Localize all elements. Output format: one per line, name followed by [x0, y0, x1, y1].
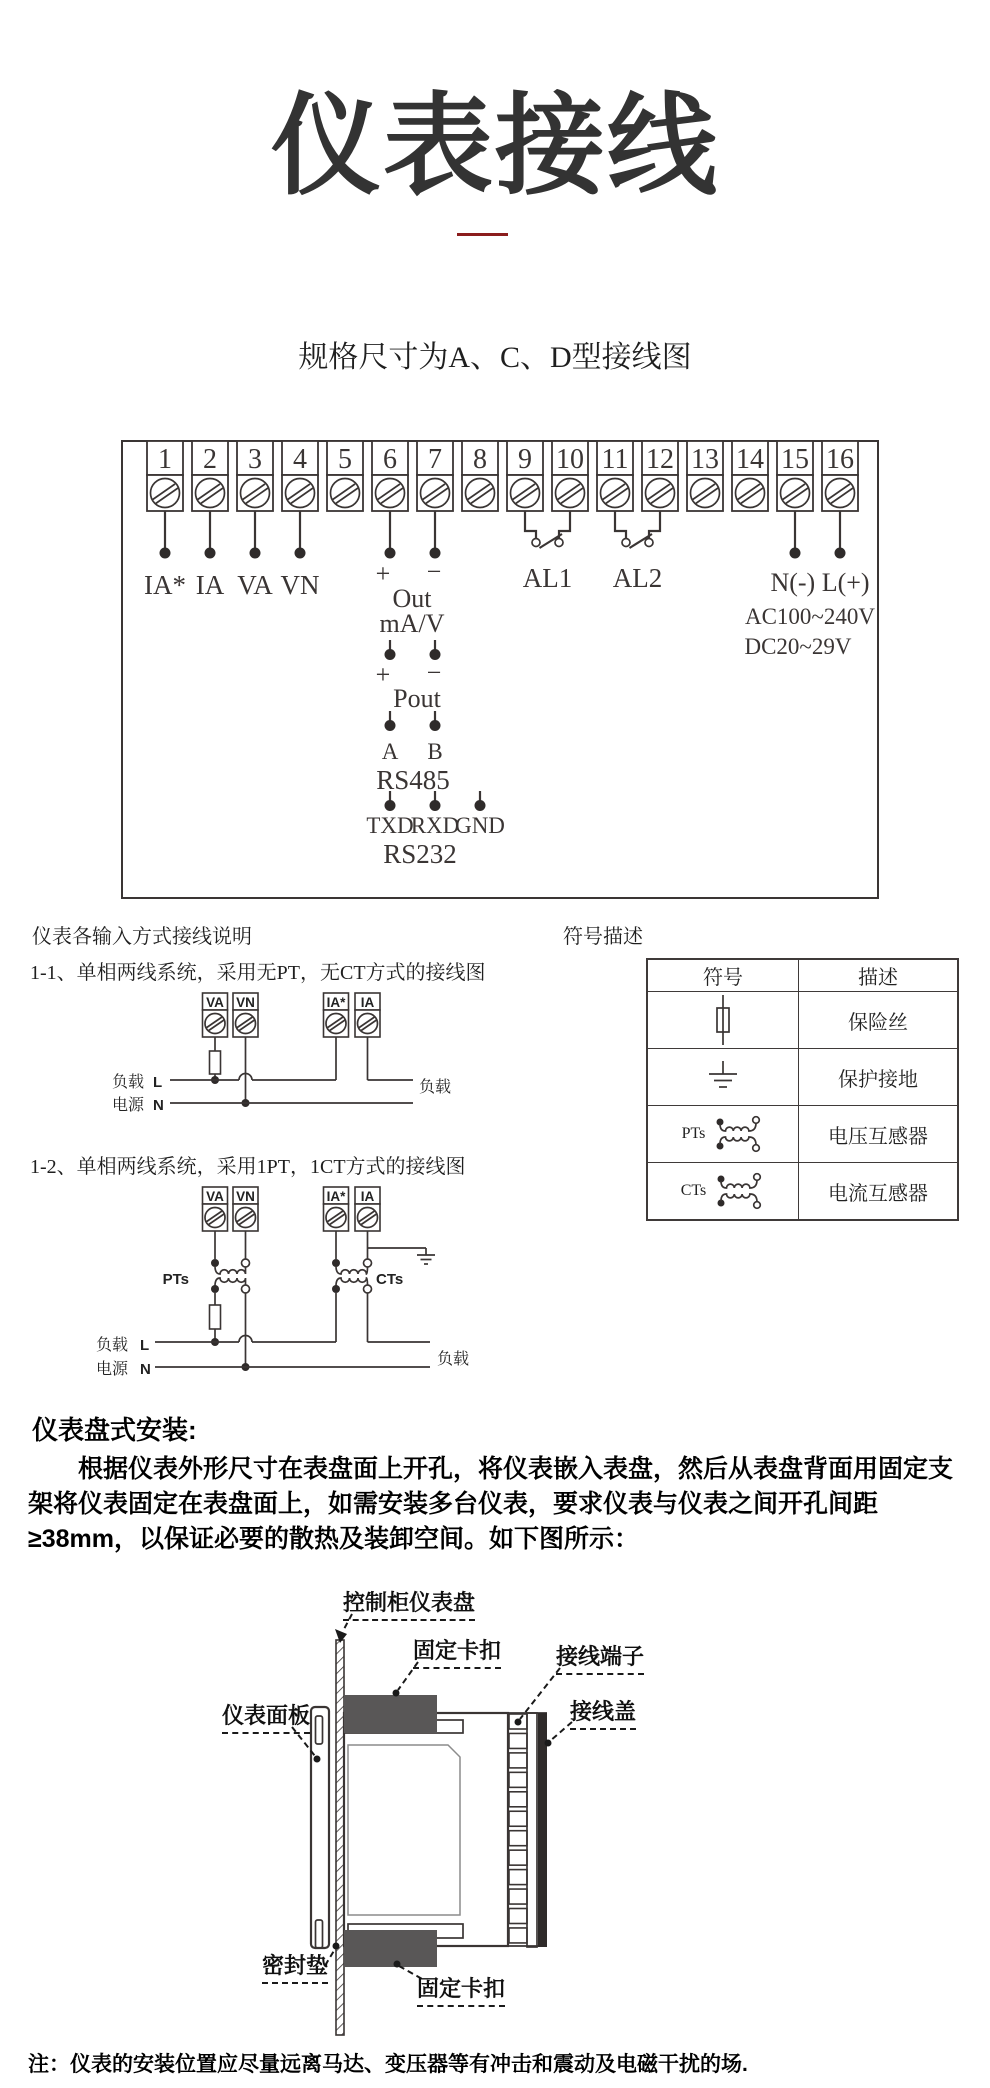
terminal-6 [372, 441, 408, 511]
install-terminal-box [509, 1792, 527, 1807]
label-ia: IA [195, 570, 225, 600]
power-ac-label: AC100~240V [744, 604, 876, 629]
pt-secondary-coil [215, 1278, 246, 1286]
meter-front-panel [311, 1707, 329, 1948]
ct-primary-coil [336, 1266, 368, 1274]
terminal-number: 8 [473, 444, 487, 475]
d11-load-left: 负载 [112, 1074, 145, 1091]
terminal-number: 9 [518, 444, 532, 475]
terminal-number: 3 [248, 444, 262, 475]
power-group [744, 511, 875, 659]
install-terminal-box [509, 1811, 527, 1826]
alarm1-relay-icon [523, 511, 573, 593]
input-wires-group [144, 511, 320, 600]
d11-terminals [203, 993, 381, 1037]
mini-terminal-label: VN [236, 1189, 255, 1204]
d11-source-left: 电源 [112, 1097, 145, 1114]
d11-load-right: 负载 [419, 1079, 452, 1096]
label-fixing-clamp-top: 固定卡扣 [413, 1634, 501, 1669]
rs232-group [366, 791, 505, 869]
rs232-name: RS232 [383, 839, 457, 869]
ct-symbol-label: CTs [680, 1182, 707, 1199]
install-terminal-box [509, 1928, 527, 1943]
terminal-number: 10 [556, 444, 584, 475]
aout-name: Out [392, 584, 432, 613]
label-vn: VN [280, 570, 320, 600]
mini-terminal-label: VA [206, 995, 224, 1010]
terminal-8 [462, 441, 498, 511]
label-cabinet-panel: 控制柜仪表盘 [343, 1586, 475, 1621]
terminal-15 [777, 441, 813, 511]
meter-inner-window [348, 1745, 460, 1915]
table-header-row [647, 959, 958, 992]
diagram-1-1-caption: 1-1、单相两线系统，采用无PT，无CT方式的接线图 [30, 962, 486, 984]
d12-line-n: N [140, 1361, 151, 1378]
label-va: VA [237, 570, 273, 600]
mini-terminal-VN [233, 1187, 258, 1231]
install-terminal-box [509, 1850, 527, 1865]
pt-primary-coil [215, 1266, 246, 1274]
symbol-table-title: 符号描述 [563, 926, 643, 948]
power-nl-label: N(-) L(+) [770, 568, 870, 597]
terminal-1 [147, 441, 183, 511]
col-header-symbol: 符号 [647, 959, 799, 992]
install-terminal-box [509, 1772, 527, 1787]
diagram-1-2-caption: 1-2、单相两线系统，采用1PT，1CT方式的接线图 [30, 1156, 466, 1178]
aout-unit: mA/V [379, 609, 445, 638]
mini-terminal-label: IA* [326, 995, 346, 1010]
pulse-out-group [376, 640, 442, 713]
terminal-9 [507, 441, 543, 511]
terminal-number: 15 [781, 444, 809, 475]
d12-load-left: 负载 [96, 1337, 129, 1354]
pt-symbol-label: PTs [681, 1125, 706, 1142]
d12-source-left: 电源 [96, 1361, 129, 1378]
install-terminal-box [509, 1753, 527, 1768]
cabinet-panel-wall [336, 1640, 344, 2035]
alarm1-label: AL1 [522, 563, 573, 593]
d12-line-l: L [140, 1337, 150, 1354]
terminal-7 [417, 441, 453, 511]
terminal-3 [237, 441, 273, 511]
install-terminal-box [509, 1889, 527, 1904]
diagram-1-1 [0, 985, 520, 1120]
install-terminal-box [509, 1909, 527, 1924]
terminal-number: 14 [736, 444, 764, 475]
rs232-txd: TXD [366, 813, 414, 838]
table-row [647, 1106, 958, 1163]
d12-ct-label: CTs [376, 1271, 404, 1288]
install-terminal-box [509, 1831, 527, 1846]
mini-terminal-IA* [324, 1187, 349, 1231]
d11-line-n: N [153, 1097, 164, 1114]
fixing-clamp-top [344, 1695, 437, 1733]
rs485-b: B [427, 739, 443, 764]
mini-terminal-IA* [324, 993, 349, 1037]
label-fixing-clamp-bottom: 固定卡扣 [417, 1972, 505, 2007]
install-terminal-box [509, 1870, 527, 1885]
alarm2-relay-icon [613, 511, 663, 593]
alarm2-label: AL2 [612, 563, 663, 593]
mini-terminal-label: VN [236, 995, 255, 1010]
terminal-13 [687, 441, 723, 511]
d11-line-l: L [153, 1074, 163, 1091]
label-ia-star: IA* [144, 570, 186, 600]
wiring-section-title: 仪表各输入方式接线说明 [32, 926, 252, 948]
bottom-note: 注：仪表的安装位置应尽量远离马达、变压器等有冲击和震动及电磁干扰的场. [28, 2053, 748, 2076]
label-terminal-cover: 接线盖 [570, 1695, 636, 1730]
terminal-number: 16 [826, 444, 854, 475]
table-row [647, 1163, 958, 1221]
terminal-11 [597, 441, 633, 511]
mini-terminal-IA [355, 1187, 380, 1231]
aout-plus: + [375, 559, 391, 588]
d12-wires [155, 1231, 435, 1371]
rs485-a: A [381, 739, 399, 764]
diagram-1-2 [0, 1180, 520, 1380]
table-row [647, 1049, 958, 1106]
rs232-rxd: RXD [410, 813, 460, 838]
terminal-number: 4 [293, 444, 307, 475]
title-accent-line [457, 233, 508, 236]
install-terminal-strip [509, 1714, 527, 1943]
symbol-desc: 电压互感器 [799, 1106, 959, 1163]
voltage-transformer-icon [712, 1114, 764, 1154]
symbol-table [646, 958, 959, 1221]
install-terminal-box [509, 1733, 527, 1748]
terminal-number: 11 [601, 444, 629, 475]
terminal-number: 12 [646, 444, 674, 475]
symbol-desc: 保护接地 [799, 1049, 959, 1106]
mini-terminal-label: IA [360, 995, 375, 1010]
page-subtitle: 规格尺寸为A、C、D型接线图 [298, 341, 692, 374]
aout-minus: − [426, 557, 442, 586]
pout-plus: + [375, 660, 391, 689]
protective-earth-icon [701, 1058, 745, 1096]
label-sealing-gasket: 密封垫 [262, 1949, 328, 1984]
terminal-5 [327, 441, 363, 511]
power-dc-label: DC20~29V [744, 634, 852, 659]
terminal-number: 13 [691, 444, 719, 475]
current-transformer-icon [713, 1171, 765, 1211]
terminal-number: 7 [428, 444, 442, 475]
install-paragraph: 根据仪表外形尺寸在表盘面上开孔，将仪表嵌入表盘，然后从表盘背面用固定支架将仪表固定在表盘面上，如需安装多台仪表，要求仪表与仪表之间开孔间距≥38mm，以保证必要的散热及装卸空间。如下图所示： [28, 1455, 954, 1553]
terminal-number: 1 [158, 444, 172, 475]
terminal-10 [552, 441, 588, 511]
label-wiring-terminals: 接线端子 [556, 1640, 644, 1675]
ct-secondary-coil [336, 1278, 368, 1286]
mini-terminal-VN [233, 993, 258, 1037]
rs232-gnd: GND [455, 813, 505, 838]
pout-name: Pout [393, 684, 441, 713]
d11-wires [170, 1037, 413, 1107]
terminal-16 [822, 441, 858, 511]
mini-terminal-IA [355, 993, 380, 1037]
col-header-desc: 描述 [799, 959, 959, 992]
label-meter-front-panel: 仪表面板 [222, 1699, 310, 1734]
terminal-number: 5 [338, 444, 352, 475]
terminal-12 [642, 441, 678, 511]
ground-icon [417, 1248, 435, 1264]
terminal-4 [282, 441, 318, 511]
symbol-desc: 电流互感器 [799, 1163, 959, 1221]
d12-terminals [203, 1187, 381, 1231]
terminal-2 [192, 441, 228, 511]
install-heading: 仪表盘式安装: [32, 1415, 197, 1445]
terminal-cover-bar [538, 1713, 547, 1947]
terminal-strip [147, 441, 858, 511]
mini-terminal-label: VA [206, 1189, 224, 1204]
mini-terminal-VA [203, 1187, 228, 1231]
terminal-wiring-diagram [100, 430, 990, 910]
mini-terminal-label: IA* [326, 1189, 346, 1204]
terminal-number: 6 [383, 444, 397, 475]
terminal-number: 2 [203, 444, 217, 475]
rs485-group [376, 711, 450, 795]
page-title: 仪表接线 [271, 85, 719, 208]
d12-pt-label: PTs [162, 1271, 189, 1288]
symbol-desc: 保险丝 [799, 992, 959, 1049]
table-row [647, 992, 958, 1049]
terminal-14 [732, 441, 768, 511]
rs485-name: RS485 [376, 765, 450, 795]
cover-frame [527, 1713, 537, 1947]
mini-terminal-VA [203, 993, 228, 1037]
fixing-clamp-bottom [344, 1930, 437, 1967]
mini-terminal-label: IA [360, 1189, 375, 1204]
fuse-icon [703, 993, 743, 1047]
analog-out-group [376, 511, 445, 638]
pout-minus: − [426, 658, 442, 687]
d12-load-right: 负载 [437, 1351, 470, 1368]
